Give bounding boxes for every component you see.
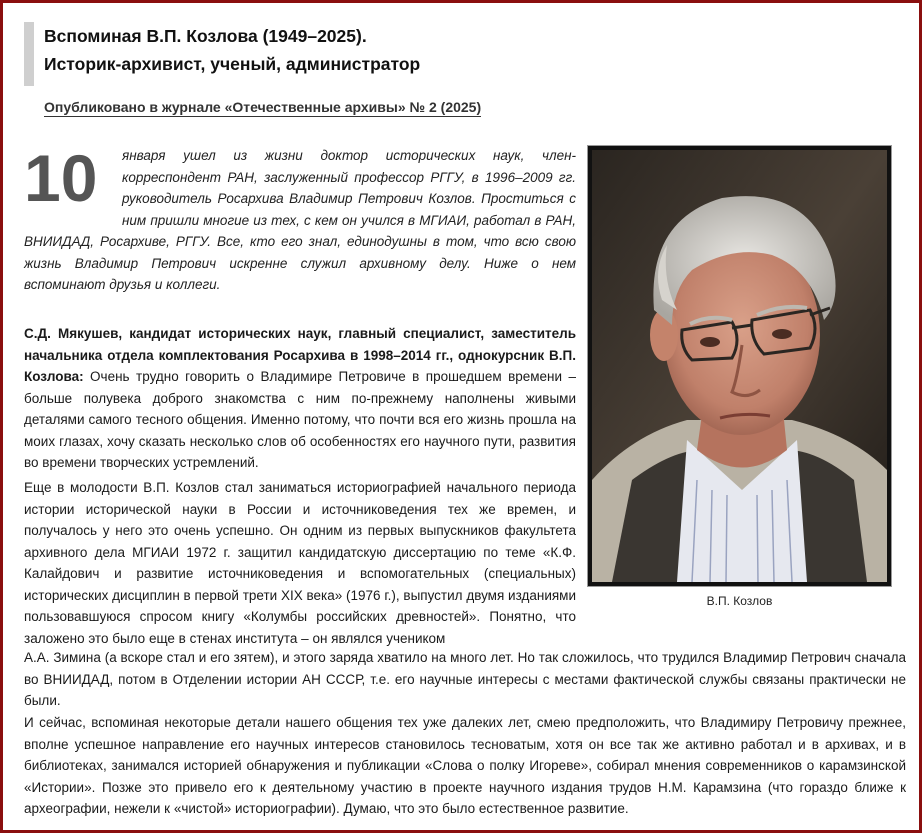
paragraph-2: Еще в молодости В.П. Козлов стал заниматься историографией начального периода истории исторической науки в России и источниковедения тех же времен, и получалось у него это очень успешно. Он одним из первых выпускников факультета архивного дела МГИАИ 1972 г. защитил кандидатскую диссертацию по теме «К.Ф. Калайдович и развитие источниковедения и вспомогательных (специальных) исторических дисциплин в первой трети XIX века» (1976 г.), выпустил двумя изданиями пользовавшуюся спросом книгу «Колумбы российских древностей». Понятно, что заложено это было еще в стенах института – он являлся учеником [24, 480, 576, 646]
photo-caption: В.П. Козлов [706, 594, 773, 608]
portrait-photo [588, 146, 891, 586]
paragraph-1-text: Очень трудно говорить о Владимире Петровиче в прошедшем времени – больше полувека доброго знакомства с ним по-прежнему наполнены живыми деталями самого тесного общения. Именно потому, что почти вся его жизнь прошла на моих глазах, хочу сказать несколько слов об особенностях его научного пути, развития во времени творческих устремлений. [24, 369, 576, 470]
paragraph-3: А.А. Зимина (а вскоре стал и его зятем), и этого заряда хватило на много лет. Но так сложилось, что трудился Владимир Петрович сначала во ВНИИДАД, потом в Отделении истории АН СССР, т.е. его научные интересы с местами фактической службы связаны практически не были. [24, 650, 906, 708]
article-title-block [24, 22, 514, 86]
publication-link[interactable]: Опубликовано в журнале «Отечественные архивы» № 2 (2025) [44, 99, 482, 115]
paragraph-4: И сейчас, вспоминая некоторые детали нашего общения тех уже далеких лет, смею предположить, что Владимиру Петровичу прежнее, вполне успешное направление его научных интересов становилось тесноватым, хотя он все так же активно работал и в архивах, и в библиотеках, занимался историей обнаружения и публикации «Слова о полку Игореве», собирал мнения современников о карамзинской «Истории». Позже это привело его к деятельному участию в проекте научного издания трудов Н.М. Карамзина (что гораздо ближе к археографии, нежели к «чистой» историографии). Думаю, что это было естественное развитие. [24, 715, 906, 816]
portrait-illustration [592, 150, 887, 582]
article-title-line1: Вспоминая В.П. Козлова (1949–2025). [44, 26, 367, 46]
lead-text: января ушел из жизни доктор исторических наук, член-корреспондент РАН, заслуженный профессор РГГУ, в 1996–2009 гг. руководитель Росархива Владимир Петрович Козлов. Проститься с ним пришли многие из тех, с кем он учился в МГИАИ, работал в РАН, ВНИИДАД, Росархиве, РГГУ. Все, кто его знал, единодушны в том, что всю свою жизнь Владимир Петрович искренне служил архивному делу. Ниже о нем вспоминают друзья и коллеги. [24, 148, 576, 292]
dropcap-number: 10 [24, 141, 98, 215]
lead-paragraph [24, 145, 576, 296]
paragraph-1 [24, 323, 576, 474]
article-title-line2: Историк-архивист, ученый, администратор [44, 54, 421, 74]
paragraph-1-author: С.Д. Мякушев, кандидат исторических наук, главный специалист, заместитель начальника отдела комплектования Росархива в 1998–2014 гг., однокурсник В.П. Козлова: [24, 326, 576, 384]
